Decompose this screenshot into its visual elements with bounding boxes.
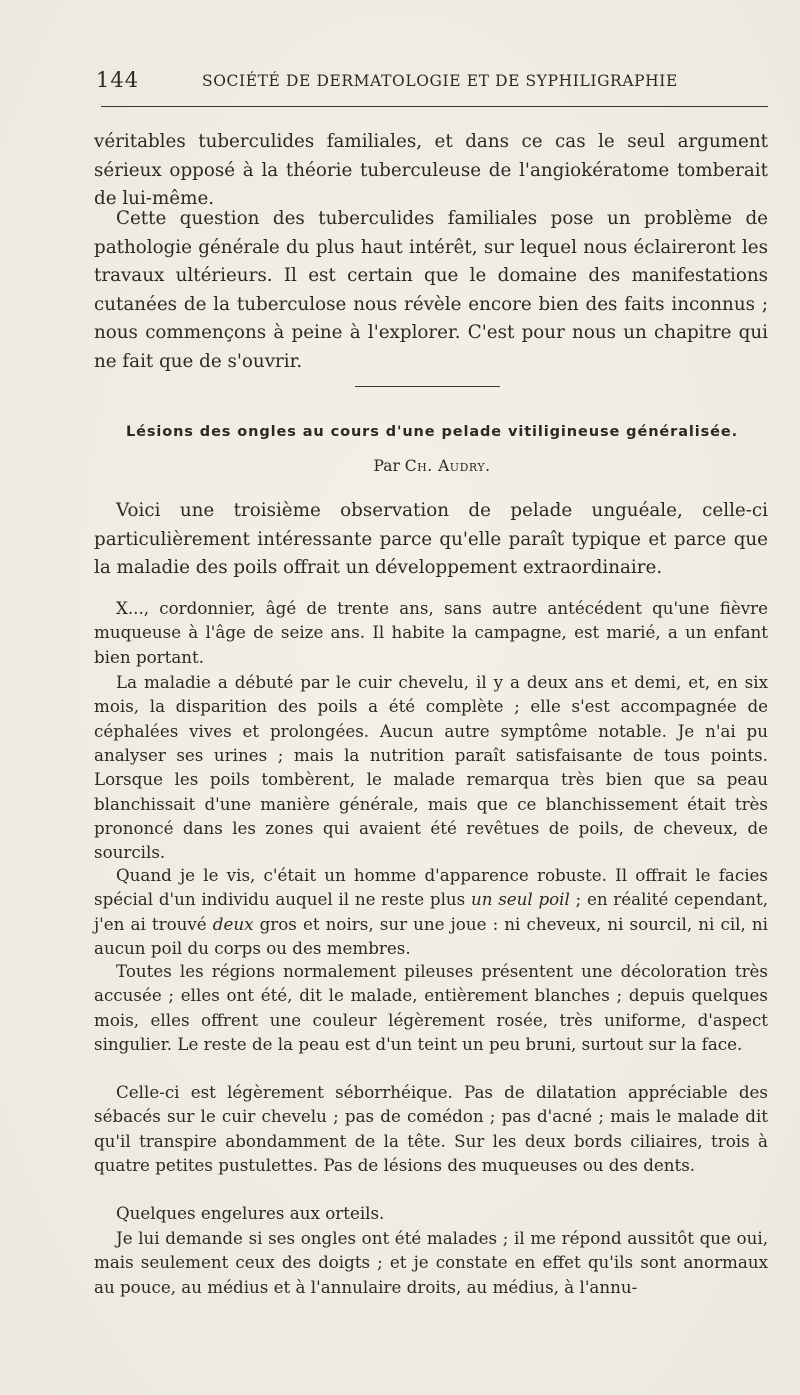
- observation-paragraph-4: Toutes les régions normalement pileuses présentent une décoloration très accusée ; elles ont été, dit le malade, entièrement blanches ; depuis quelques mois, elles offrent une couleur légèrement rosée, très uniforme, d'aspect singulier. Le reste de la peau est d'un teint un peu bruni, surtout sur la face.: [94, 961, 768, 1055]
- observation-paragraph-5: Celle-ci est légèrement séborrhéique. Pas de dilatation appréciable des sébacés sur le cuir chevelu ; pas de comédon ; pas d'acné ; mais le malade dit qu'il transpire abondamment de la tête. Sur les deux bords ciliaires, trois à quatre petites pustulettes. Pas de lésions des muqueuses ou des dents.: [94, 1082, 768, 1176]
- running-title: SOCIÉTÉ DE DERMATOLOGIE ET DE SYPHILIGRAPHIE: [202, 72, 678, 90]
- observation-paragraph-1: X..., cordonnier, âgé de trente ans, sans autre antécédent qu'une fièvre muqueuse à l'âge de seize ans. Il habite la campagne, est marié, a un enfant bien portant.: [94, 598, 768, 667]
- byline-prefix: Par: [373, 457, 400, 475]
- section-separator: [355, 386, 500, 387]
- paragraph-3-text-a: Quand je le vis, c'était un homme d'apparence robuste. Il offrait le facies spécial d'un individu auquel il ne reste plus: [94, 865, 768, 910]
- intro-paragraph-1: véritables tuberculides familiales, et dans ce cas le seul argument sérieux opposé à la théorie tuberculeuse de l'angiokératome tomberait de lui-même.: [94, 131, 768, 210]
- article-byline: [97, 457, 767, 475]
- page-header: [96, 68, 768, 98]
- paragraph-3-text-b: ; en réalité cependant, j'en ai trouvé: [94, 889, 769, 934]
- author-name: Ch. Audry.: [404, 457, 491, 475]
- intro-paragraph-2: Cette question des tuberculides familiales pose un problème de pathologie générale du plus haut intérêt, sur lequel nous éclaireront les travaux ultérieurs. Il est certain que le domaine des manifestations cutanées de la tuberculose nous révèle encore bien des faits inconnus ; nous commençons à peine à l'explorer. C'est pour nous un chapitre qui ne fait que de s'ouvrir.: [94, 208, 768, 372]
- header-rule: [101, 106, 768, 107]
- observation-paragraph-2: La maladie a débuté par le cuir chevelu, il y a deux ans et demi, et, en six mois, la disparition des poils a été complète ; elle s'est accompagnée de céphalées vives et prolongées. Aucun autre symptôme notable. Je n'ai pu analyser ses urines ; mais la nutrition paraît satisfaisante de tous points. Lorsque les poils tombèrent, le malade remarqua très bien que sa peau blanchissait d'une manière générale, mais que ce blanchissement était très prononcé dans les zones qui avaient été revêtues de poils, de cheveux, de sourcils.: [94, 672, 768, 863]
- observation-paragraph-3: [94, 863, 768, 960]
- article-lead: Voici une troisième observation de pelade unguéale, celle-ci particulièrement intéressante parce qu'elle paraît typique et parce que la maladie des poils offrait un développement extraordinaire.: [94, 500, 768, 579]
- observation-paragraph-6: Quelques engelures aux orteils.: [116, 1203, 385, 1223]
- article-title: Lésions des ongles au cours d'une pelade vitiligineuse généralisée.: [125, 424, 739, 440]
- observation-paragraph-7: Je lui demande si ses ongles ont été malades ; il me répond aussitôt que oui, mais seulement ceux des doigts ; et je constate en effet qu'ils sont anormaux au pouce, au médius et à l'annulaire droits, au médius, à l'annu-: [94, 1228, 768, 1297]
- emphasis-un-seul-poil: un seul poil: [470, 889, 570, 910]
- emphasis-deux: deux: [212, 913, 254, 934]
- paragraph-3-text-c: gros et noirs, sur une joue : ni cheveux, ni sourcil, ni cil, ni aucun poil du corps ou des membres.: [94, 913, 768, 959]
- page-number: 144: [96, 68, 140, 92]
